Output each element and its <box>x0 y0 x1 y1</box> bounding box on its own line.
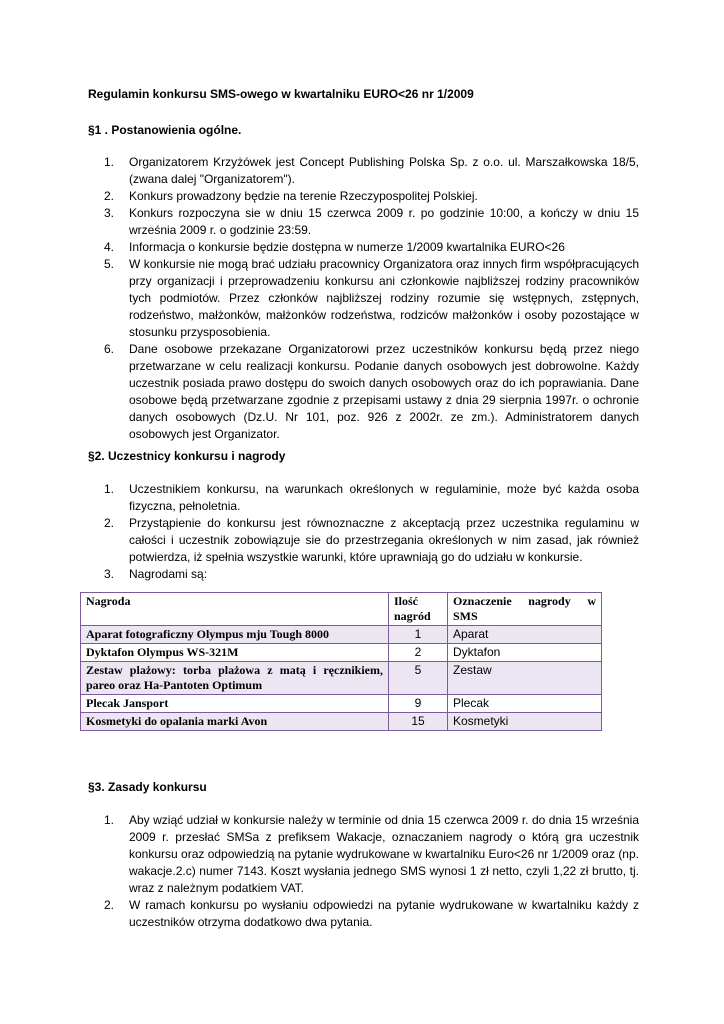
prize-quantity: 1 <box>389 626 448 644</box>
document-title: Regulamin konkursu SMS-owego w kwartalniku EURO<26 nr 1/2009 <box>88 87 474 101</box>
list-item: 1. Aby wziąć udział w konkursie należy w terminie od dnia 15 czerwca 2009 r. do dnia 15 września 2009 r. przesłać SMSa z prefiksem Wakacje, oznaczaniem nagrody o którą gra uczestnik konkursu oraz odpowiedzią na pytanie wydrukowane w kwartalniku Euro<26 nr 1/2009 oraz (np. wakacje.2.c) numer 7143. Koszt wysłania jednego SMS wynosi 1 zł netto, czyli 1,22 zł brutto, tj. wraz z należnym podatkiem VAT. <box>104 813 639 895</box>
prize-quantity: 2 <box>389 644 448 662</box>
section-1-heading: §1 . Postanowienia ogólne. <box>88 123 242 137</box>
prize-sms-code: Dyktafon <box>448 644 602 662</box>
prize-quantity: 5 <box>389 662 448 695</box>
header-sms-code: Oznaczenie nagrody w SMS <box>448 593 602 626</box>
header-quantity: Ilość nagród <box>389 593 448 626</box>
list-item: 1. Uczestnikiem konkursu, na warunkach określonych w regulaminie, może być każda osoba fizyczna, pełnoletnia. <box>104 482 639 513</box>
list-item: 2. Przystąpienie do konkursu jest równoznaczne z akceptacją przez uczestnika regulaminu w całości i uczestnik zobowiązuje sie do przestrzegania określonych w nim zasad, jak również potwierdza, iż spełnia wszystkie warunki, które uprawniają go do udziału w konkursie. <box>104 516 639 564</box>
prize-sms-code: Aparat <box>448 626 602 644</box>
list-item: 2. Konkurs prowadzony będzie na terenie Rzeczypospolitej Polskiej. <box>104 189 478 203</box>
list-item: 5. W konkursie nie mogą brać udziału pracownicy Organizatora oraz innych firm współpracujących przy organizacji i przeprowadzeniu konkursu ani członkowie najbliższej rodziny pracowników tych podmiotów. Przez członków najbliższej rodziny rozumie się wstępnych, zstępnych, rodzeństwo, małżonków, małżonków rodzeństwa, rodziców małżonków i osoby pozostające w stosunku przysposobienia. <box>104 257 639 339</box>
section-3-list <box>104 812 639 931</box>
section-1-list <box>104 154 639 443</box>
prize-name: Zestaw plażowy: torba plażowa z matą i ręcznikiem, pareo oraz Ha-Pantoten Optimum <box>81 662 389 695</box>
prize-sms-code: Zestaw <box>448 662 602 695</box>
section-2-heading: §2. Uczestnicy konkursu i nagrody <box>88 449 286 463</box>
table-row <box>81 662 602 695</box>
prize-name: Dyktafon Olympus WS-321M <box>81 644 389 662</box>
prize-sms-code: Plecak <box>448 695 602 713</box>
table-row <box>81 695 602 713</box>
prize-name: Kosmetyki do opalania marki Avon <box>81 713 389 731</box>
list-item: 3. Konkurs rozpoczyna sie w dniu 15 czerwca 2009 r. po godzinie 10:00, a kończy w dniu 15 września 2009 r. o godzinie 23:59. <box>104 206 639 237</box>
table-row <box>81 713 602 731</box>
table-header-row <box>81 593 602 626</box>
prize-table <box>80 592 602 731</box>
section-2-list <box>104 481 639 583</box>
list-item: 2. W ramach konkursu po wysłaniu odpowiedzi na pytanie wydrukowane w kwartalniku każdy z uczestników otrzyma dodatkowo dwa pytania. <box>104 898 639 929</box>
list-item: 6. Dane osobowe przekazane Organizatorowi przez uczestników konkursu będą przez niego przetwarzane w celu realizacji konkursu. Podanie danych osobowych jest dobrowolne. Każdy uczestnik posiada prawo dostępu do swoich danych osobowych oraz do ich poprawiania. Dane osobowe będą przetwarzane zgodnie z przepisami ustawy z dnia 29 sierpnia 1997r. o ochronie danych osobowych (Dz.U. Nr 101, poz. 926 z 2002r. ze zm.). Administratorem danych osobowych jest Organizator. <box>104 342 639 441</box>
list-item: 1. Organizatorem Krzyżówek jest Concept Publishing Polska Sp. z o.o. ul. Marszałkowska 18/5, (zwana dalej "Organizatorem"). <box>104 155 639 186</box>
prize-sms-code: Kosmetyki <box>448 713 602 731</box>
prize-quantity: 15 <box>389 713 448 731</box>
header-prize: Nagroda <box>81 593 389 626</box>
table-row <box>81 644 602 662</box>
list-item: 4. Informacja o konkursie będzie dostępna w numerze 1/2009 kwartalnika EURO<26 <box>104 240 565 254</box>
list-item: 3. Nagrodami są: <box>104 567 208 581</box>
section-3-heading: §3. Zasady konkursu <box>88 780 207 794</box>
prize-quantity: 9 <box>389 695 448 713</box>
table-row <box>81 626 602 644</box>
prize-name: Plecak Jansport <box>81 695 389 713</box>
prize-name: Aparat fotograficzny Olympus mju Tough 8000 <box>81 626 389 644</box>
